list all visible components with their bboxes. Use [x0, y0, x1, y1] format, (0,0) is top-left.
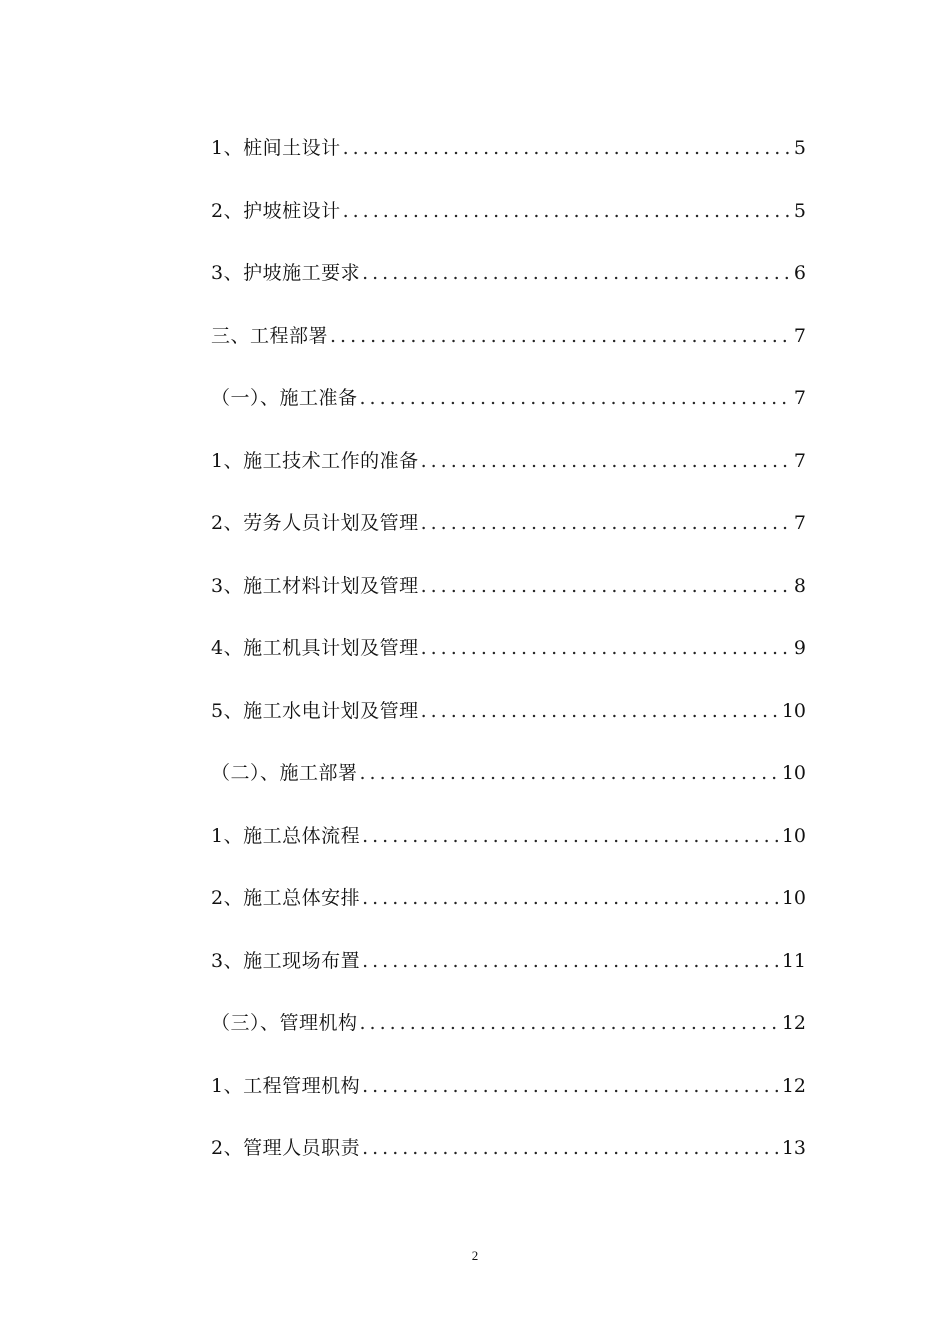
- toc-entry-page: 10: [781, 887, 806, 909]
- toc-dot-leader: [362, 262, 792, 284]
- toc-dot-leader: [343, 200, 792, 222]
- toc-entry[interactable]: [211, 883, 806, 946]
- toc-entry[interactable]: [211, 1133, 806, 1196]
- toc-entry-page: 12: [781, 1074, 806, 1097]
- toc-entry-title: （二）、施工部署: [211, 762, 358, 784]
- toc-dot-leader: [362, 1075, 780, 1097]
- toc-dot-leader: [421, 700, 780, 722]
- toc-entry-title: 1、施工技术工作的准备: [211, 449, 419, 472]
- toc-entry-title: （一）、施工准备: [211, 387, 358, 409]
- toc-entry[interactable]: [211, 383, 806, 446]
- toc-entry-title: （三）、管理机构: [211, 1012, 358, 1034]
- toc-entry-page: 5: [793, 199, 806, 222]
- toc-dot-leader: [360, 762, 780, 784]
- toc-entry[interactable]: [211, 1008, 806, 1071]
- toc-entry-title: 5、施工水电计划及管理: [211, 699, 419, 722]
- toc-entry-page: 5: [793, 137, 806, 159]
- toc-entry-page: 10: [781, 762, 806, 784]
- toc-entry-title: 3、施工现场布置: [211, 949, 361, 972]
- toc-entry-title: 2、管理人员职责: [211, 1137, 361, 1159]
- toc-entry-page: 8: [793, 574, 806, 597]
- toc-entry[interactable]: [211, 946, 806, 1009]
- toc-entry[interactable]: [211, 258, 806, 321]
- toc-entry-title: 2、施工总体安排: [211, 887, 361, 909]
- toc-entry-title: 1、桩间土设计: [211, 137, 341, 159]
- toc-entry-title: 2、护坡桩设计: [211, 199, 341, 222]
- toc-entry-page: 7: [793, 387, 806, 409]
- toc-dot-leader: [360, 387, 792, 409]
- toc-entry-title: 4、施工机具计划及管理: [211, 637, 419, 659]
- toc-dot-leader: [421, 575, 792, 597]
- toc-entry[interactable]: [211, 196, 806, 259]
- toc-entry[interactable]: [211, 446, 806, 509]
- toc-entry-page: 6: [793, 262, 806, 284]
- toc-dot-leader: [421, 637, 792, 659]
- toc-entry-page: 10: [781, 699, 806, 722]
- toc-dot-leader: [362, 825, 780, 847]
- toc-entry-page: 9: [793, 637, 806, 659]
- page-number: 2: [471, 1248, 479, 1263]
- toc-dot-leader: [421, 450, 792, 472]
- toc-entry-title: 3、施工材料计划及管理: [211, 574, 419, 597]
- toc-entry[interactable]: [211, 571, 806, 634]
- toc-entry[interactable]: [211, 821, 806, 884]
- toc-entry-page: 7: [793, 449, 806, 472]
- toc-dot-leader: [362, 887, 780, 909]
- toc-entry[interactable]: [211, 321, 806, 384]
- toc-entry-title: 三、工程部署: [211, 324, 329, 347]
- toc-dot-leader: [362, 950, 780, 972]
- toc-dot-leader: [362, 1137, 780, 1159]
- toc-entry[interactable]: [211, 133, 806, 196]
- toc-entry[interactable]: [211, 508, 806, 571]
- toc-entry-page: 13: [781, 1137, 806, 1159]
- toc-entry-title: 1、工程管理机构: [211, 1074, 361, 1097]
- toc-entry[interactable]: [211, 633, 806, 696]
- toc-entry-page: 7: [793, 324, 806, 347]
- toc-entry-page: 11: [781, 949, 806, 972]
- toc-entry-page: 12: [781, 1012, 806, 1034]
- toc-entry[interactable]: [211, 758, 806, 821]
- toc-dot-leader: [421, 512, 792, 534]
- toc-entry-title: 3、护坡施工要求: [211, 262, 361, 284]
- toc-entry-title: 2、劳务人员计划及管理: [211, 512, 419, 534]
- toc-entry-page: 7: [793, 512, 806, 534]
- toc-entry[interactable]: [211, 696, 806, 759]
- toc-entry[interactable]: [211, 1071, 806, 1134]
- toc-dot-leader: [330, 325, 792, 347]
- table-of-contents: [211, 133, 806, 1196]
- toc-entry-title: 1、施工总体流程: [211, 824, 361, 847]
- toc-entry-page: 10: [781, 824, 806, 847]
- toc-dot-leader: [360, 1012, 780, 1034]
- toc-dot-leader: [343, 137, 792, 159]
